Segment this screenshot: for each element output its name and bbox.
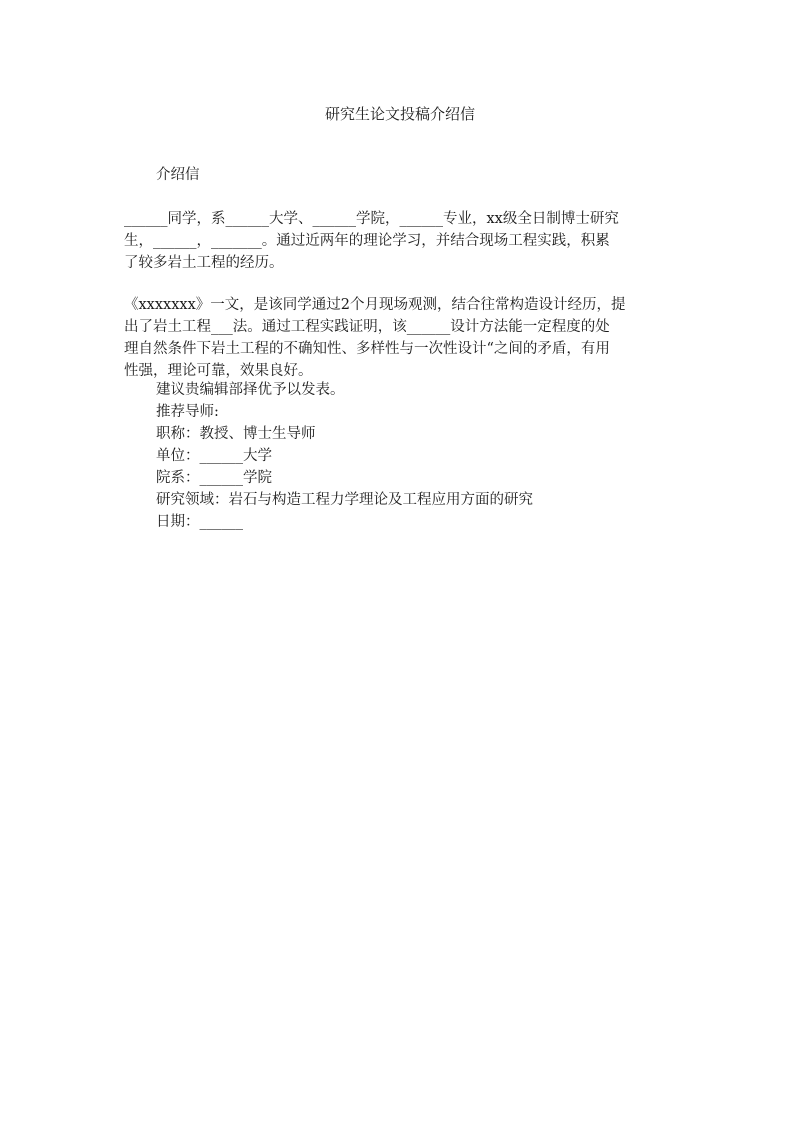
recommendation-line: 建议贵编辑部择优予以发表。 xyxy=(156,382,345,398)
advisor-research-line: 研究领域：岩石与构造工程力学理论及工程应用方面的研究 xyxy=(156,492,533,508)
paragraph-line: ______同学，系______大学、______学院，______专业，xx级全日制博士研究 xyxy=(124,211,619,227)
paragraph-line: 出了岩土工程___法。通过工程实践证明，该______设计方法能一定程度的处 xyxy=(124,319,610,335)
advisor-title-line: 职称：教授、博士生导师 xyxy=(156,426,316,442)
paragraph-line: 生，______，_______。通过近两年的理论学习，并结合现场工程实践，积累 xyxy=(124,233,610,249)
paragraph-line: 了较多岩土工程的经历。 xyxy=(124,255,284,271)
document-title: 研究生论文投稿介绍信 xyxy=(324,105,475,123)
letter-heading: 介绍信 xyxy=(156,167,200,183)
paragraph-line: 《xxxxxxx》一文，是该同学通过2个月现场观测，结合往常构造设计经历，提 xyxy=(124,297,626,313)
paragraph-line: 理自然条件下岩土工程的不确知性、多样性与一次性设计“之间的矛盾，有用 xyxy=(124,341,610,357)
date-line: 日期：______ xyxy=(156,514,243,530)
advisor-unit-line: 单位：______大学 xyxy=(156,448,272,464)
advisor-department-line: 院系：______学院 xyxy=(156,470,272,486)
advisor-label: 推荐导师: xyxy=(156,404,219,420)
paragraph-line: 性强，理论可靠，效果良好。 xyxy=(124,363,313,379)
